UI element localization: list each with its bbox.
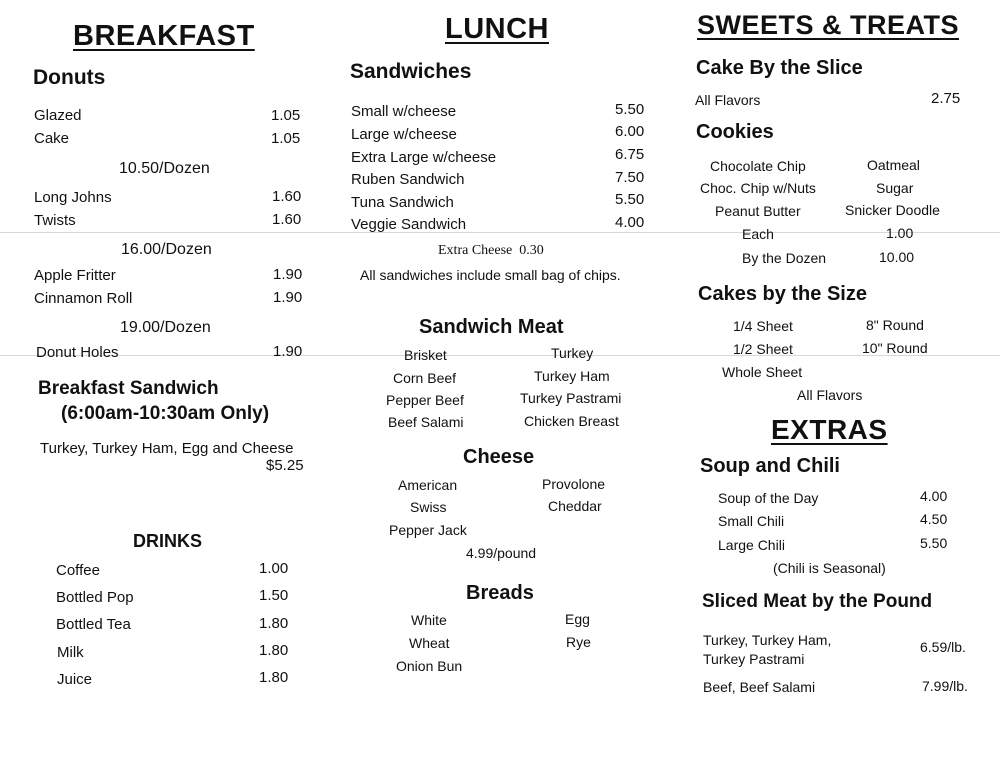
cookies-heading: Cookies (696, 121, 774, 143)
cookie-item: Peanut Butter (715, 203, 801, 219)
menu-item-price: 1.90 (273, 343, 303, 360)
menu-item-name: Veggie Sandwich (351, 216, 467, 233)
meat-item: Beef Salami (388, 414, 464, 430)
menu-item-price: 4.50 (920, 511, 948, 527)
drinks-heading: DRINKS (133, 531, 203, 551)
cookie-item: Oatmeal (867, 157, 920, 173)
cookie-item: Chocolate Chip (710, 158, 806, 174)
menu-item-price: 5.50 (920, 535, 948, 551)
sliced-meat-item: Turkey Pastrami (703, 651, 805, 667)
meat-item: Brisket (404, 347, 447, 363)
menu-item-price: 6.75 (615, 146, 645, 163)
cakes-note: All Flavors (797, 387, 863, 403)
scan-artifact (0, 232, 1000, 233)
drink-name: Bottled Pop (56, 589, 134, 606)
menu-item-name: Ruben Sandwich (351, 171, 465, 188)
cheese-item: Cheddar (548, 498, 602, 514)
meat-item: Turkey Pastrami (520, 390, 622, 406)
cookie-item: Sugar (876, 180, 914, 196)
sliced-meat-heading: Sliced Meat by the Pound (702, 591, 933, 612)
cake-slice-heading: Cake By the Slice (696, 57, 863, 79)
breakfast-sandwich-desc: Turkey, Turkey Ham, Egg and Cheese (40, 440, 294, 457)
chips-note: All sandwiches include small bag of chips. (360, 267, 621, 283)
cake-size-item: 1/2 Sheet (733, 341, 793, 357)
cake-size-item: 1/4 Sheet (733, 318, 793, 334)
menu-item-name: Soup of the Day (718, 490, 819, 506)
menu-item-price: 1.90 (273, 289, 303, 306)
scan-artifact (0, 355, 1000, 356)
meat-item: Chicken Breast (524, 413, 619, 429)
menu-item-name: Large Chili (718, 537, 785, 553)
menu-item-price: 1.05 (271, 130, 301, 147)
menu-item-price: 4.00 (920, 488, 948, 504)
bread-item: White (411, 612, 447, 628)
dozen-price: 16.00/Dozen (121, 241, 212, 258)
dozen-price: 19.00/Dozen (120, 319, 211, 336)
drink-price: 1.50 (259, 587, 289, 604)
cheese-item: Pepper Jack (389, 522, 467, 538)
bread-item: Rye (566, 634, 591, 650)
menu-item-name: Twists (34, 212, 76, 229)
breakfast-sandwich-heading: Breakfast Sandwich (38, 378, 219, 399)
meat-item: Turkey Ham (534, 368, 610, 384)
menu-item-price: 1.90 (273, 266, 303, 283)
chili-note: (Chili is Seasonal) (773, 560, 886, 576)
menu-item-price: 4.00 (615, 214, 645, 231)
sliced-meat-item: Turkey, Turkey Ham, (703, 632, 832, 648)
lunch-title: LUNCH (445, 13, 549, 45)
menu-item-price: 1.60 (272, 188, 302, 205)
menu-item-name: Small Chili (718, 513, 785, 529)
drink-price: 1.80 (259, 669, 289, 686)
cheese-price: 4.99/pound (466, 545, 537, 561)
menu-item-name: Small w/cheese (351, 103, 457, 120)
menu-item-name: Large w/cheese (351, 126, 457, 143)
breakfast-sandwich-hours: (6:00am-10:30am Only) (61, 403, 270, 424)
dozen-price: 10.50/Dozen (119, 160, 210, 177)
menu-item-name: Extra Large w/cheese (351, 149, 497, 166)
menu-item-price: 1.60 (272, 211, 302, 228)
bread-item: Onion Bun (396, 658, 463, 674)
sweets-title: SWEETS & TREATS (697, 10, 960, 40)
menu-item-price: 2.75 (931, 90, 961, 107)
cookie-each-price: 1.00 (886, 225, 914, 241)
menu-item-price: 5.50 (615, 101, 645, 118)
menu-item-price: 5.50 (615, 191, 645, 208)
meat-item: Turkey (551, 345, 594, 361)
drink-price: 1.80 (259, 642, 289, 659)
cheese-item: Swiss (410, 499, 447, 515)
menu-item-price: 1.05 (271, 107, 301, 124)
extras-title: EXTRAS (771, 414, 888, 445)
menu-item-name: Long Johns (34, 189, 112, 206)
breakfast-sandwich-price: $5.25 (266, 457, 304, 474)
menu-item-name: Cake (34, 130, 70, 147)
donuts-heading: Donuts (33, 66, 106, 89)
breads-heading: Breads (466, 582, 534, 604)
menu-item-price: 7.50 (615, 169, 645, 186)
cake-size-item: 10" Round (862, 340, 928, 356)
cookie-dozen-price: 10.00 (879, 249, 915, 265)
sandwich-meat-heading: Sandwich Meat (419, 316, 564, 338)
cheese-item: American (398, 477, 458, 493)
cheese-heading: Cheese (463, 446, 535, 468)
meat-item: Corn Beef (393, 370, 457, 386)
sandwiches-heading: Sandwiches (350, 60, 472, 83)
drink-price: 1.80 (259, 615, 289, 632)
menu-item-name: Apple Fritter (34, 267, 116, 284)
drink-price: 1.00 (259, 560, 289, 577)
cheese-item: Provolone (542, 476, 606, 492)
cake-size-item: 8" Round (866, 317, 924, 333)
sliced-meat-price: 7.99/lb. (922, 678, 968, 694)
drink-name: Bottled Tea (56, 616, 131, 633)
cake-size-item: Whole Sheet (722, 364, 803, 380)
menu-item-price: 6.00 (615, 123, 645, 140)
cookie-dozen-label: By the Dozen (742, 250, 827, 266)
sliced-meat-price: 6.59/lb. (920, 639, 966, 655)
cookie-item: Snicker Doodle (845, 202, 940, 218)
menu-item-name: Tuna Sandwich (351, 194, 454, 211)
bread-item: Egg (565, 611, 590, 627)
bread-item: Wheat (409, 635, 450, 651)
menu-item-name: Cinnamon Roll (34, 290, 133, 307)
menu-item-name: Glazed (34, 107, 82, 124)
extra-cheese-price: Extra Cheese 0.30 (438, 243, 544, 258)
drink-name: Juice (57, 671, 93, 688)
breakfast-title: BREAKFAST (73, 20, 255, 52)
drink-name: Coffee (56, 562, 100, 579)
menu-item-name: Donut Holes (36, 344, 119, 361)
meat-item: Pepper Beef (386, 392, 464, 408)
drink-name: Milk (57, 644, 84, 661)
cakes-size-heading: Cakes by the Size (698, 283, 867, 305)
cookie-each-label: Each (742, 226, 774, 242)
cookie-item: Choc. Chip w/Nuts (700, 180, 816, 196)
soup-chili-heading: Soup and Chili (700, 455, 840, 477)
menu-item-name: All Flavors (695, 92, 761, 108)
sliced-meat-item: Beef, Beef Salami (703, 679, 816, 695)
